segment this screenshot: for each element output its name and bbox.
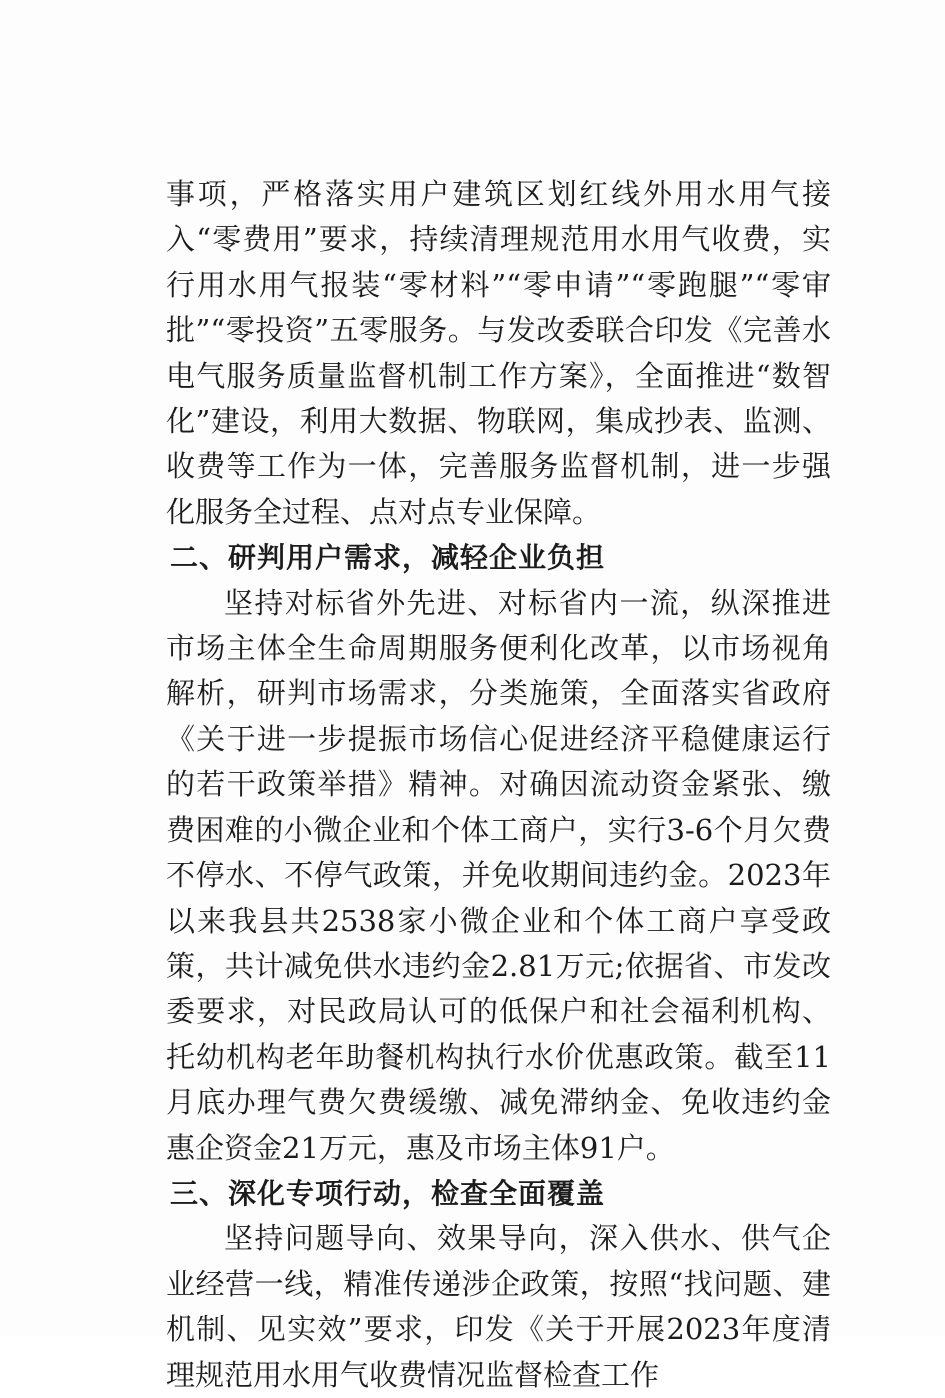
document-body xyxy=(166,172,831,1398)
section-heading-3: 三、深化专项行动，检查全面覆盖 xyxy=(170,1176,606,1210)
paragraph-section-2: 坚持对标省外先进、对标省内一流，纵深推进市场主体全生命周期服务便利化改革，以市场视角解析，研判市场需求，分类施策，全面落实省政府《关于进一步提振市场信心促进经济平稳健康运行的若干政策举措》精神。对确因流动资金紧张、缴费困难的小微企业和个体工商户，实行3-6个月欠费不停水、不停气政策，并免收期间违约金。2023年以来我县共2538家小微企业和个体工商户享受政策，共计减免供水违约金2.81万元;依据省、市发改委要求，对民政局认可的低保户和社会福利机构、托幼机构老年助餐机构执行水价优惠政策。截至11月底办理气费欠费缓缴、减免滞纳金、免收违约金惠企资金21万元，惠及市场主体91户。 xyxy=(166,585,831,1165)
paragraph-continued: 事项，严格落实用户建筑区划红线外用水用气接入“零费用”要求，持续清理规范用水用气收费，实行用水用气报装“零材料”“零申请”“零跑腿”“零审批”“零投资”五零服务。与发改委联合印发《完善水电气服务质量监督机制工作方案》，全面推进“数智化”建设，利用大数据、物联网，集成抄表、监测、收费等工作为一体，完善服务监督机制，进一步强化服务全过程、点对点专业保障。 xyxy=(166,177,831,529)
section-heading-2: 二、研判用户需求，减轻企业负担 xyxy=(170,541,606,575)
paragraph-section-3: 坚持问题导向、效果导向，深入供水、供气企业经营一线，精准传递涉企政策，按照“找问题、建机制、见实效”要求，印发《关于开展2023年度清理规范用水用气收费情况监督检查工作 xyxy=(166,1221,831,1392)
